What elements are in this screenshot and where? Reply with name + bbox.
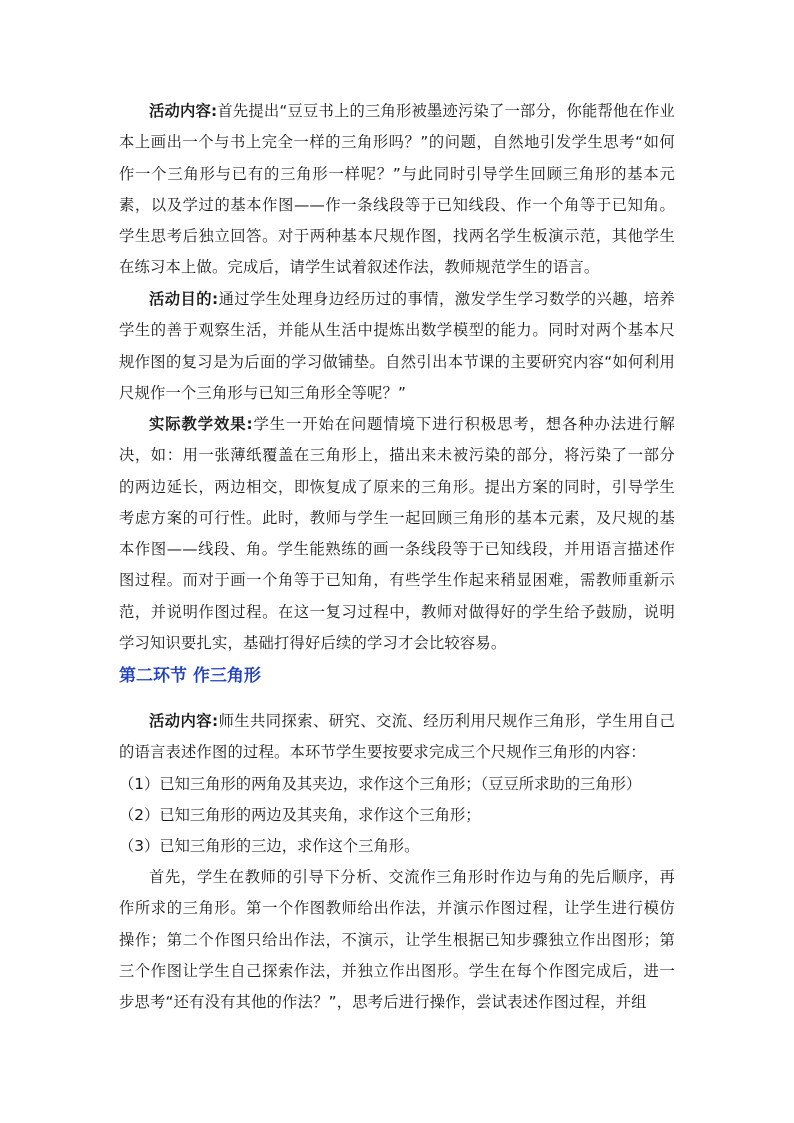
activity-purpose-text: 通过学生处理身边经历过的事情，激发学生学习数学的兴趣，培养学生的善于观察生活，并能从生活中提炼出数学模型的能力。同时对两个基本尺规作图的复习是为后面的学习做铺垫。自然引出本节课的主要研究内容“如何利用尺规作一个三角形与已知三角形全等呢？” <box>119 290 675 402</box>
teaching-effect-label: 实际教学效果: <box>149 415 253 433</box>
activity-content-label: 活动内容: <box>149 102 218 120</box>
list-item: （3）已知三角形的三边，求作这个三角形。 <box>119 837 420 855</box>
activity-content-text: 首先提出“豆豆书上的三角形被墨迹污染了一部分，你能帮他在作业本上画出一个与书上完全一样的三角形吗？”的问题，自然地引发学生思考“如何作一个三角形与已有的三角形一样呢？”与此同时引导学生回顾三角形的基本元素，以及学过的基本作图——作一条线段等于已知线段、作一个角等于已知角。学生思考后独立回答。对于两种基本尺规作图，找两名学生板演示范，其他学生在练习本上做。完成后，请学生试着叙述作法，教师规范学生的语言。 <box>119 102 675 277</box>
activity-content-paragraph <box>119 96 675 284</box>
activity-purpose-label: 活动目的: <box>149 290 219 308</box>
teaching-effect-paragraph <box>119 409 675 659</box>
section2-activity-content-text: 师生共同探索、研究、交流、经历利用尺规作三角形，学生用自己的语言表述作图的过程。本环节学生要按要求完成三个尺规作三角形的内容： <box>119 712 675 762</box>
activity-purpose-paragraph <box>119 284 675 409</box>
list-item: （2）已知三角形的两边及其夹角，求作这个三角形； <box>119 806 481 824</box>
list-item: （1）已知三角形的两角及其夹边，求作这个三角形；（豆豆所求助的三角形） <box>119 775 642 793</box>
teaching-effect-text: 学生一开始在问题情境下进行积极思考，想各种办法进行解决，如：用一张薄纸覆盖在三角形上，描出来未被污染的部分，将污染了一部分的两边延长，两边相交，即恢复成了原来的三角形。提出方案的同时，引导学生考虑方案的可行性。此时，教师与学生一起回顾三角形的基本元素，及尺规的基本作图——线段、角。学生能熟练的画一条线段等于已知线段，并用语言描述作图过程。而对于画一个角等于已知角，有些学生作起来稍显困难，需教师重新示范，并说明作图过程。在这一复习过程中，教师对做得好的学生给予鼓励，说明学习知识要扎实，基础打得好后续的学习才会比较容易。 <box>119 415 675 653</box>
section2-activity-content-label: 活动内容: <box>149 712 219 730</box>
section-heading: 第二环节 作三角形 <box>119 666 261 686</box>
procedure-paragraph: 首先，学生在教师的引导下分析、交流作三角形时作边与角的先后顺序，再作所求的三角形。第一个作图教师给出作法，并演示作图过程，让学生进行模仿操作；第二个作图只给出作法，不演示，让学生根据已知步骤独立作出图形；第三个作图让学生自己探索作法，并独立作出图形。学生在每个作图完成后，进一步思考“还有没有其他的作法？”，思考后进行操作，尝试表述作图过程，并组 <box>119 868 675 1012</box>
section2-activity-content-paragraph <box>119 706 675 769</box>
